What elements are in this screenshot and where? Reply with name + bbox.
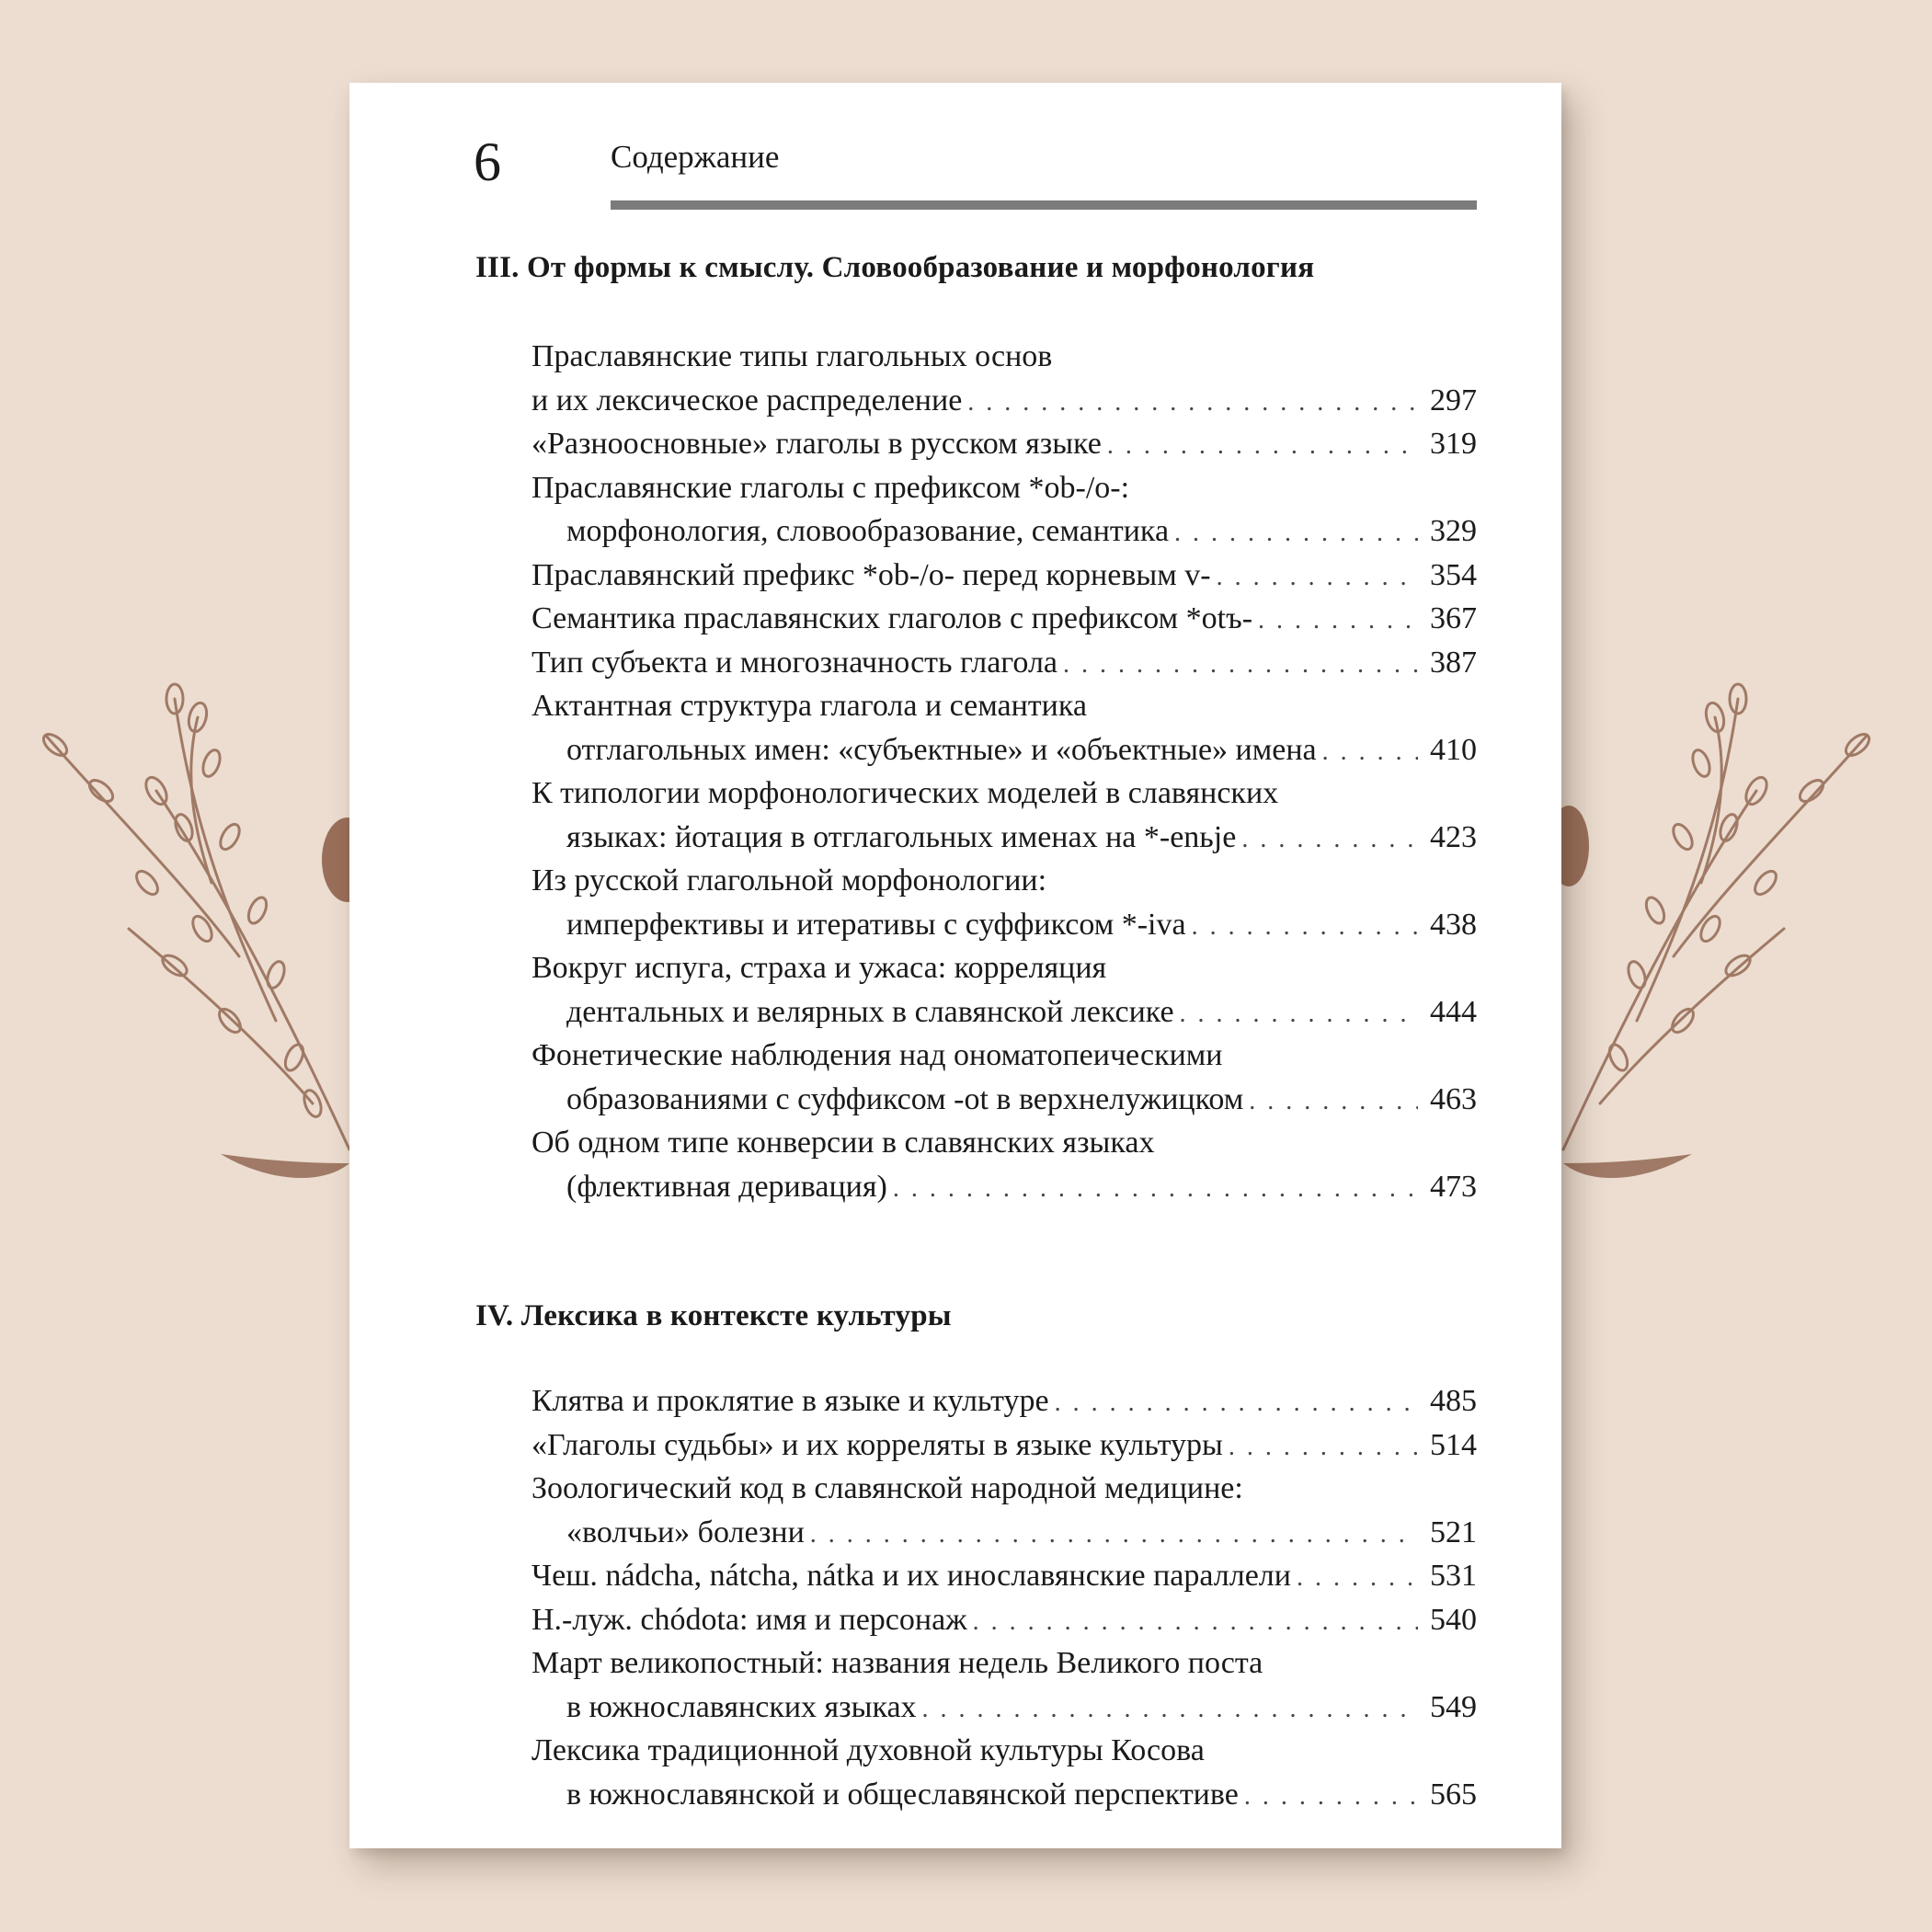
toc-entry[interactable] xyxy=(532,1467,1477,1554)
toc-line xyxy=(532,859,1477,903)
leader-dots xyxy=(1249,1080,1418,1124)
toc-entry-title: Вокруг испуга, страха и ужаса: корреляция xyxy=(532,951,1107,985)
toc-line xyxy=(532,1423,1477,1468)
toc-entry-title: Лексика традиционной духовной культуры Косова xyxy=(532,1733,1205,1767)
page-number: 6 xyxy=(474,131,501,192)
right-leaf-icon xyxy=(1563,1154,1692,1178)
toc-line xyxy=(532,1379,1477,1423)
toc-line xyxy=(532,684,1477,728)
toc-entry-title-cont: языках: йотация в отглагольных именах на *-enьje xyxy=(566,819,1237,854)
leader-dots xyxy=(1107,424,1418,468)
toc-line xyxy=(532,1641,1477,1686)
toc-line xyxy=(532,335,1477,379)
toc-line xyxy=(532,641,1477,685)
left-willow-branch-icon xyxy=(40,684,349,1149)
leader-dots xyxy=(893,1167,1418,1211)
book-page xyxy=(349,83,1561,1848)
toc-page-number: 531 xyxy=(1430,1559,1477,1593)
toc-entry-title-cont: «волчьи» болезни xyxy=(566,1515,805,1549)
toc-page-number: 438 xyxy=(1430,907,1477,942)
leader-dots xyxy=(1217,555,1418,600)
toc-line xyxy=(532,1773,1477,1817)
toc-page-number: 387 xyxy=(1430,645,1477,680)
toc-entry[interactable] xyxy=(532,1121,1477,1208)
toc-entry-title: Чеш. nádcha, nátcha, nátka и их инославянские параллели xyxy=(532,1559,1291,1593)
leader-dots xyxy=(1055,1381,1418,1425)
leader-dots xyxy=(1180,992,1418,1036)
leader-dots xyxy=(1297,1556,1418,1600)
toc-entry-title: Праславянские глаголы с префиксом *ob-/o-: xyxy=(532,470,1130,505)
toc-line xyxy=(532,1554,1477,1598)
toc-page-number: 521 xyxy=(1430,1515,1477,1549)
leader-dots xyxy=(1241,817,1418,862)
toc-entry-title-cont: образованиями с суффиксом -ot в верхнелужицком xyxy=(566,1081,1244,1116)
toc-line xyxy=(532,728,1477,772)
toc-entry[interactable] xyxy=(532,1423,1477,1468)
toc-line xyxy=(532,1598,1477,1642)
leader-dots xyxy=(967,381,1418,425)
leader-dots xyxy=(1244,1775,1418,1819)
toc-entry-title-cont: отглагольных имен: «субъектные» и «объектные» имена xyxy=(566,732,1317,767)
leader-dots xyxy=(1258,599,1418,643)
leader-dots xyxy=(922,1687,1418,1732)
toc-line xyxy=(532,509,1477,554)
toc-entry-title: «Разноосновные» глаголы в русском языке xyxy=(532,427,1102,461)
toc-list-section-iv xyxy=(532,1379,1477,1816)
toc-entry[interactable] xyxy=(532,422,1477,466)
toc-line xyxy=(532,422,1477,466)
leader-dots xyxy=(810,1513,1418,1557)
right-willow-branch-icon xyxy=(1563,684,1873,1149)
toc-entry[interactable] xyxy=(532,772,1477,859)
left-leaf-icon xyxy=(221,1154,349,1178)
toc-page-number: 423 xyxy=(1430,819,1477,854)
toc-entry-title: «Глаголы судьбы» и их корреляты в языке культуры xyxy=(532,1427,1223,1462)
toc-page-number: 329 xyxy=(1430,514,1477,548)
toc-line xyxy=(532,379,1477,423)
leader-dots xyxy=(1174,511,1418,555)
toc-entry-title-cont: (флективная деривация) xyxy=(566,1169,887,1204)
toc-entry-title-cont: и их лексическое распределение xyxy=(532,383,963,417)
toc-page-number: 540 xyxy=(1430,1602,1477,1637)
toc-page-number: 514 xyxy=(1430,1427,1477,1462)
section-heading-iv: IV. Лексика в контексте культуры xyxy=(475,1299,952,1332)
toc-entry-title: Праславянский префикс *ob-/o- перед корневым v- xyxy=(532,557,1211,592)
toc-entry[interactable] xyxy=(532,1641,1477,1729)
toc-line xyxy=(532,554,1477,598)
toc-page-number: 444 xyxy=(1430,994,1477,1029)
toc-line xyxy=(532,903,1477,947)
toc-line xyxy=(532,1686,1477,1730)
toc-entry-title: Тип субъекта и многозначность глагола xyxy=(532,645,1058,680)
toc-entry[interactable] xyxy=(532,466,1477,554)
leader-dots xyxy=(1229,1425,1418,1469)
toc-entry[interactable] xyxy=(532,1034,1477,1121)
toc-line xyxy=(532,466,1477,510)
toc-page-number: 463 xyxy=(1430,1081,1477,1116)
leader-dots xyxy=(1063,643,1418,687)
toc-entry[interactable] xyxy=(532,1379,1477,1423)
toc-entry[interactable] xyxy=(532,859,1477,946)
header-rule xyxy=(611,200,1477,210)
toc-line xyxy=(532,1165,1477,1209)
toc-page-number: 354 xyxy=(1430,557,1477,592)
toc-line xyxy=(532,1729,1477,1773)
toc-entry-title: Праславянские типы глагольных основ xyxy=(532,339,1053,373)
toc-line xyxy=(532,1121,1477,1165)
toc-entry-title-cont: морфонология, словообразование, семантика xyxy=(566,514,1170,548)
toc-line xyxy=(532,1034,1477,1078)
toc-line xyxy=(532,946,1477,990)
toc-line xyxy=(532,1511,1477,1555)
toc-entry[interactable] xyxy=(532,1554,1477,1598)
toc-entry-title-cont: в южнославянской и общеславянской перспективе xyxy=(566,1777,1239,1812)
toc-line xyxy=(532,597,1477,641)
toc-entry[interactable] xyxy=(532,1729,1477,1816)
toc-entry[interactable] xyxy=(532,597,1477,641)
toc-entry-title: Фонетические наблюдения над ономатопеическими xyxy=(532,1038,1223,1072)
toc-entry-title: К типологии морфонологических моделей в славянских xyxy=(532,776,1279,810)
section-heading-iii: III. От формы к смыслу. Словообразование и морфонология xyxy=(475,251,1315,284)
toc-entry-title: Из русской глагольной морфонологии: xyxy=(532,863,1047,897)
toc-entry-title: Март великопостный: названия недель Великого поста xyxy=(532,1646,1263,1680)
running-head: Содержание xyxy=(611,139,780,175)
toc-list-section-iii xyxy=(532,335,1477,1208)
toc-entry-title: Клятва и проклятие в языке и культуре xyxy=(532,1384,1049,1418)
toc-line xyxy=(532,1467,1477,1511)
toc-entry[interactable] xyxy=(532,684,1477,772)
leader-dots xyxy=(1322,730,1418,774)
toc-page-number: 367 xyxy=(1430,601,1477,635)
toc-entry[interactable] xyxy=(532,335,1477,422)
toc-entry-title: Зоологический код в славянской народной медицине: xyxy=(532,1471,1243,1505)
toc-line xyxy=(532,1078,1477,1122)
toc-entry-title-cont: в южнославянских языках xyxy=(566,1689,917,1724)
toc-entry[interactable] xyxy=(532,1598,1477,1642)
toc-line xyxy=(532,990,1477,1035)
toc-line xyxy=(532,772,1477,816)
toc-entry[interactable] xyxy=(532,641,1477,685)
toc-entry-title-cont: имперфективы и итеративы с суффиксом *-iva xyxy=(566,907,1186,942)
toc-entry-title: Н.-луж. chódota: имя и персонаж xyxy=(532,1602,967,1637)
toc-page-number: 549 xyxy=(1430,1689,1477,1724)
toc-page-number: 410 xyxy=(1430,732,1477,767)
toc-entry-title: Актантная структура глагола и семантика xyxy=(532,689,1087,723)
leader-dots xyxy=(973,1600,1418,1644)
toc-entry-title: Семантика праславянских глаголов с префиксом *otъ- xyxy=(532,601,1253,635)
toc-page-number: 297 xyxy=(1430,383,1477,417)
toc-entry-title: Об одном типе конверсии в славянских языках xyxy=(532,1126,1155,1160)
toc-page-number: 485 xyxy=(1430,1384,1477,1418)
leader-dots xyxy=(1192,905,1418,949)
toc-page-number: 565 xyxy=(1430,1777,1477,1812)
toc-entry[interactable] xyxy=(532,946,1477,1034)
toc-page-number: 473 xyxy=(1430,1169,1477,1204)
toc-page-number: 319 xyxy=(1430,427,1477,461)
toc-entry[interactable] xyxy=(532,554,1477,598)
toc-entry-title-cont: дентальных и велярных в славянской лексике xyxy=(566,994,1174,1029)
toc-line xyxy=(532,816,1477,860)
